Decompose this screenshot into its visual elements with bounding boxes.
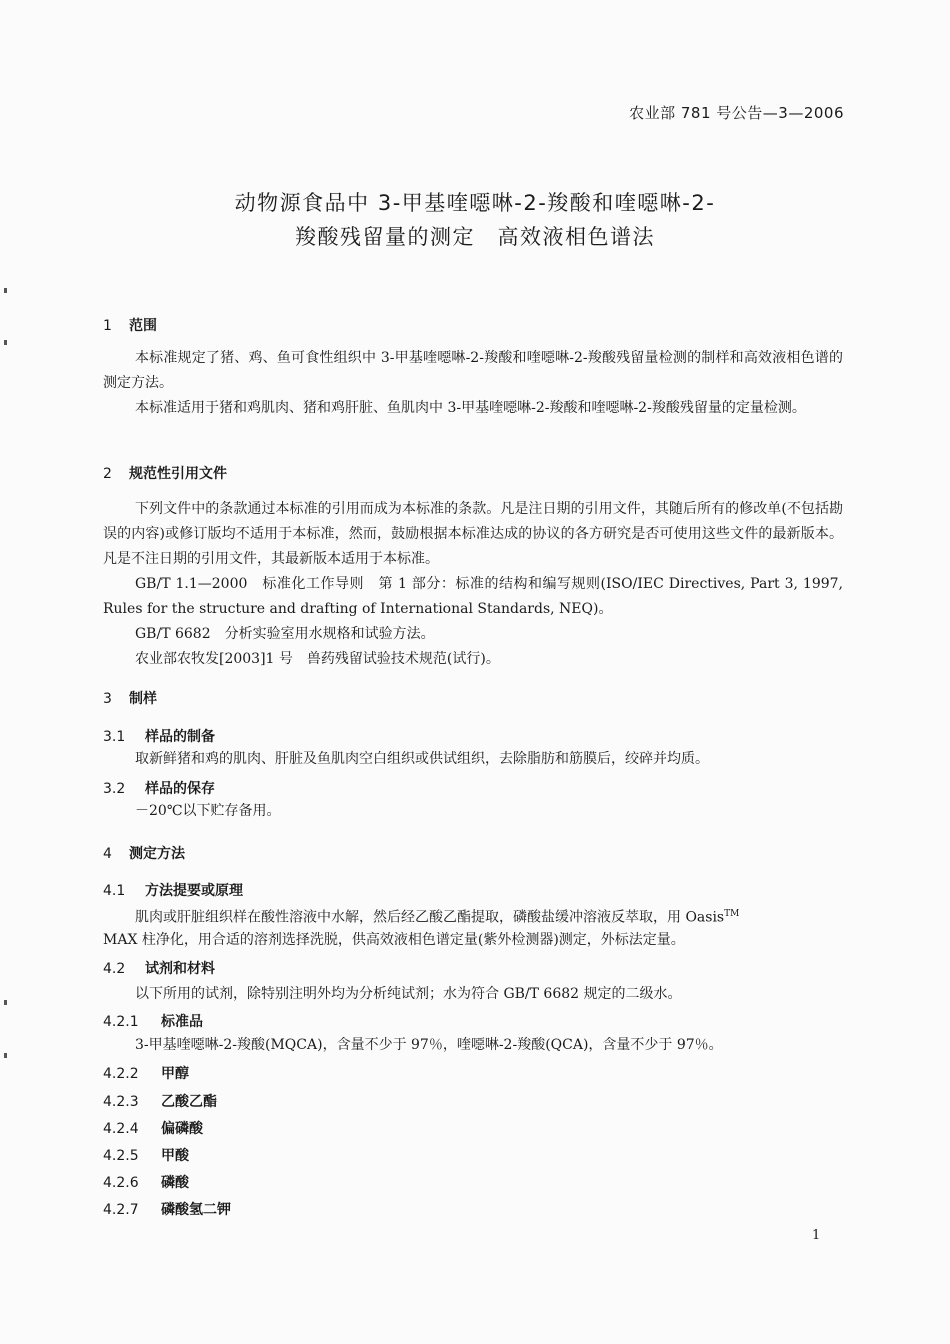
reference-gbt-1-1: GB/T 1.1—2000 标准化工作导则 第 1 部分：标准的结构和编写规则(ISO/IEC Directives, Part 3, 1997, Rules for the structure and drafting of International Standards, NEQ)。 xyxy=(103,576,843,617)
item-4-2-7: 4.2.7 磷酸氢二钾 xyxy=(103,1202,231,1218)
section-4-1-heading: 4.1 方法提要或原理 xyxy=(103,883,243,899)
scan-artifact xyxy=(4,340,7,345)
item-4-2-5: 4.2.5 甲酸 xyxy=(103,1148,189,1164)
section-4-1-text-line-2: MAX 柱净化，用合适的溶剂选择洗脱，供高效液相色谱定量(紫外检测器)测定，外标法定量。 xyxy=(103,932,685,948)
section-1-para-1: 本标准规定了猪、鸡、鱼可食性组织中 3-甲基喹噁啉-2-羧酸和喹噁啉-2-羧酸残留量检测的制样和高效液相色谱的测定方法。 xyxy=(103,350,843,391)
section-3-1-heading: 3.1 样品的制备 xyxy=(103,729,215,745)
item-4-2-2: 4.2.2 甲醇 xyxy=(103,1066,189,1082)
section-4-heading: 4 测定方法 xyxy=(103,846,185,862)
item-4-2-1-text: 3-甲基喹噁啉-2-羧酸(MQCA)，含量不少于 97％，喹噁啉-2-羧酸(QCA)，含量不少于 97％。 xyxy=(135,1037,723,1053)
standard-code: 农业部 781 号公告—3—2006 xyxy=(629,104,844,122)
reference-nongmufa-2003: 农业部农牧发[2003]1 号 兽药残留试验技术规范(试行)。 xyxy=(135,651,500,667)
title-line-2: 羧酸残留量的测定 高效液相色谱法 xyxy=(295,225,655,249)
section-4-1-text-line-1: 肌肉或肝脏组织样在酸性溶液中水解，然后经乙酸乙酯提取，磷酸盐缓冲溶液反萃取，用 Oasis™ xyxy=(135,909,740,926)
section-3-2-text: －20℃以下贮存备用。 xyxy=(135,803,281,819)
section-3-2-heading: 3.2 样品的保存 xyxy=(103,781,215,797)
section-1-heading: 1 范围 xyxy=(103,318,157,334)
section-3-1-text: 取新鲜猪和鸡的肌肉、肝脏及鱼肌肉空白组织或供试组织，去除脂肪和筋膜后，绞碎并均质。 xyxy=(135,751,709,767)
item-4-2-6: 4.2.6 磷酸 xyxy=(103,1175,189,1191)
scan-artifact xyxy=(4,1053,7,1058)
item-4-2-4: 4.2.4 偏磷酸 xyxy=(103,1121,203,1137)
section-3-heading: 3 制样 xyxy=(103,691,157,707)
item-4-2-3: 4.2.3 乙酸乙酯 xyxy=(103,1094,217,1110)
section-2-heading: 2 规范性引用文件 xyxy=(103,466,227,482)
item-4-2-1: 4.2.1 标准品 xyxy=(103,1014,203,1030)
section-2-para-1: 下列文件中的条款通过本标准的引用而成为本标准的条款。凡是注日期的引用文件，其随后所有的修改单(不包括勘误的内容)或修订版均不适用于本标准，然而，鼓励根据本标准达成的协议的各方研究是否可使用这些文件的最新版本。凡是不注日期的引用文件，其最新版本适用于本标准。 xyxy=(103,501,843,567)
page-number: 1 xyxy=(812,1228,821,1243)
section-1-para-2: 本标准适用于猪和鸡肌肉、猪和鸡肝脏、鱼肌肉中 3-甲基喹噁啉-2-羧酸和喹噁啉-2-羧酸残留量的定量检测。 xyxy=(135,400,806,416)
section-4-2-text: 以下所用的试剂，除特别注明外均为分析纯试剂；水为符合 GB/T 6682 规定的二级水。 xyxy=(135,986,682,1002)
trademark-sup: TM xyxy=(724,909,740,919)
title-line-1: 动物源食品中 3-甲基喹噁啉-2-羧酸和喹噁啉-2- xyxy=(234,191,716,215)
scan-artifact xyxy=(4,288,7,293)
reference-gbt-6682: GB/T 6682 分析实验室用水规格和试验方法。 xyxy=(135,626,435,642)
section-4-2-heading: 4.2 试剂和材料 xyxy=(103,961,215,977)
scan-artifact xyxy=(4,1000,7,1005)
